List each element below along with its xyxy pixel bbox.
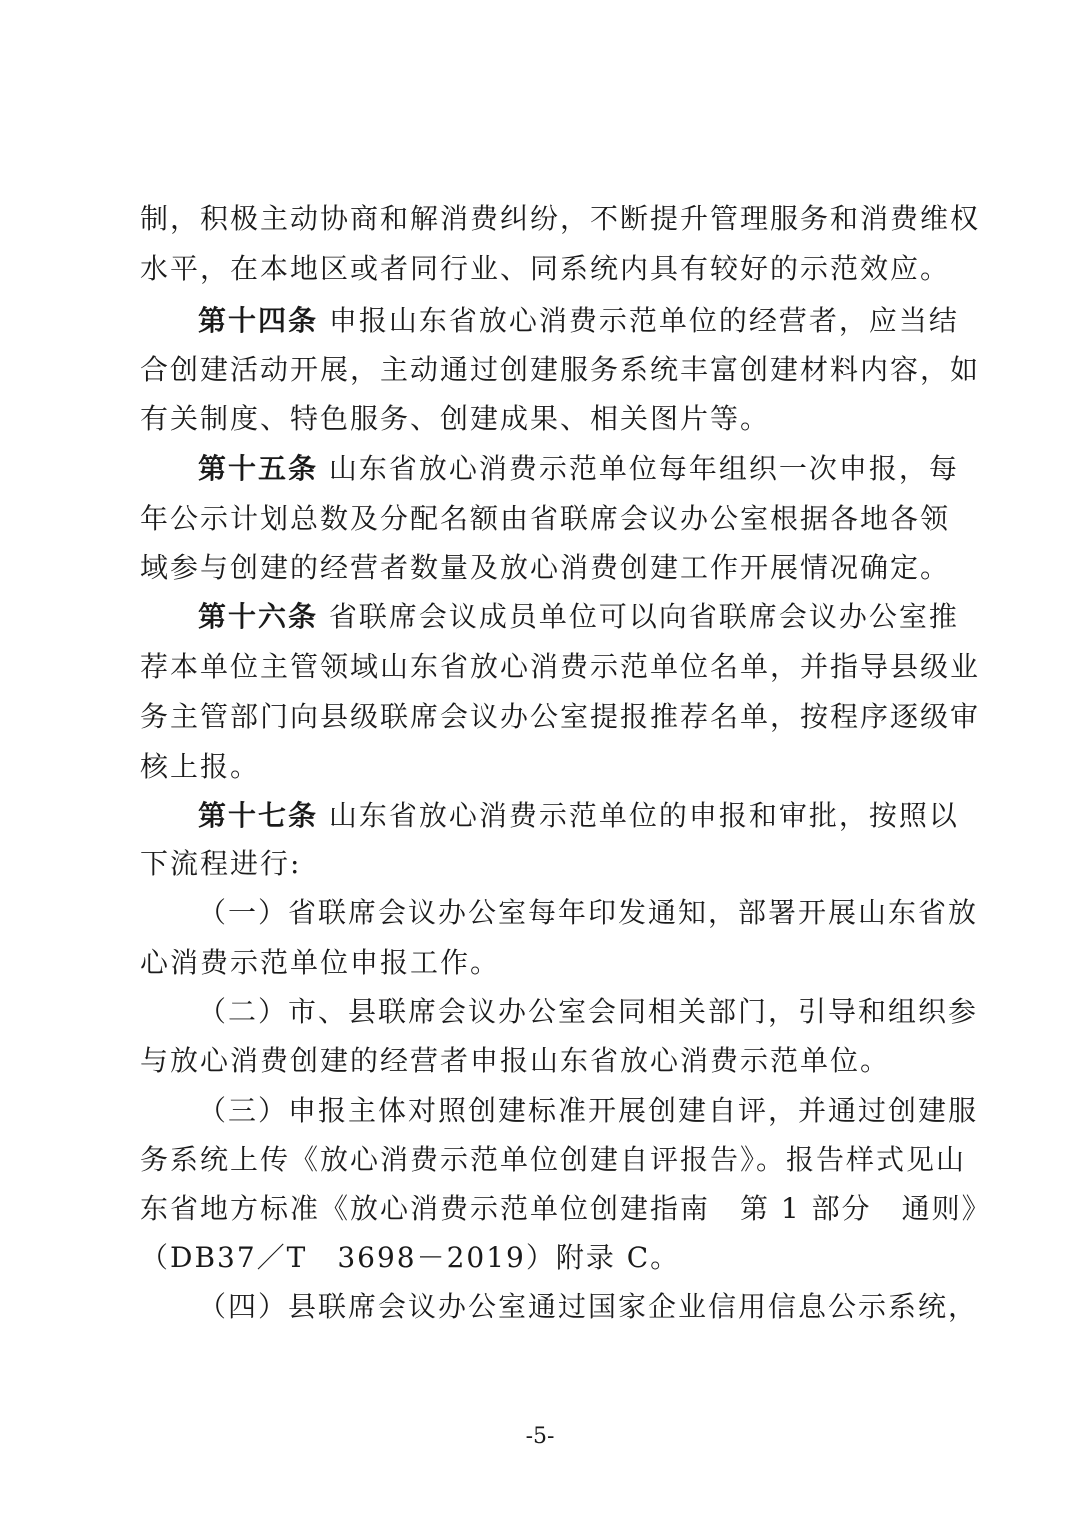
list-item-1-line: （一）省联席会议办公室每年印发通知，部署开展山东省放	[198, 896, 979, 929]
body-line: 核上报。	[140, 750, 261, 783]
list-item-3-line: （三）申报主体对照创建标准开展创建自评，并通过创建服	[198, 1094, 979, 1127]
list-item-4-line: （四）县联席会议办公室通过国家企业信用信息公示系统，	[198, 1290, 979, 1323]
article-heading: 第十六条	[198, 600, 319, 633]
body-line: 与放心消费创建的经营者申报山东省放心消费示范单位。	[140, 1044, 891, 1077]
body-line: 合创建活动开展，主动通过创建服务系统丰富创建材料内容，如	[140, 353, 981, 386]
body-line: 有关制度、特色服务、创建成果、相关图片等。	[140, 402, 771, 435]
body-line: 制，积极主动协商和解消费纠纷，不断提升管理服务和消费维权	[140, 202, 981, 235]
body-line: 心消费示范单位申报工作。	[140, 946, 501, 979]
article-17-line: 第十七条 山东省放心消费示范单位的申报和审批，按照以	[198, 799, 959, 832]
body-line: 域参与创建的经营者数量及放心消费创建工作开展情况确定。	[140, 551, 951, 584]
article-heading: 第十七条	[198, 799, 319, 832]
body-line: 水平，在本地区或者同行业、同系统内具有较好的示范效应。	[140, 252, 951, 285]
body-line: 东省地方标准《放心消费示范单位创建指南 第 1 部分 通则》	[140, 1192, 992, 1225]
article-16-line: 第十六条 省联席会议成员单位可以向省联席会议办公室推	[198, 600, 959, 633]
page-number: -5-	[525, 1424, 555, 1449]
body-line: 务系统上传《放心消费示范单位创建自评报告》。报告样式见山	[140, 1143, 967, 1176]
body-line: 年公示计划总数及分配名额由省联席会议办公室根据各地各领	[140, 502, 951, 535]
article-heading: 第十四条	[198, 304, 319, 337]
body-line: 务主管部门向县级联席会议办公室提报推荐名单，按程序逐级审	[140, 700, 981, 733]
body-line: 下流程进行:	[140, 847, 302, 880]
body-line: （DB37／T 3698－2019）附录 C。	[140, 1241, 681, 1274]
article-14-line: 第十四条 申报山东省放心消费示范单位的经营者，应当结	[198, 304, 959, 337]
body-line: 荐本单位主管领域山东省放心消费示范单位名单，并指导县级业	[140, 650, 981, 683]
list-item-2-line: （二）市、县联席会议办公室会同相关部门，引导和组织参	[198, 995, 979, 1028]
article-15-line: 第十五条 山东省放心消费示范单位每年组织一次申报，每	[198, 452, 959, 485]
article-heading: 第十五条	[198, 452, 319, 485]
